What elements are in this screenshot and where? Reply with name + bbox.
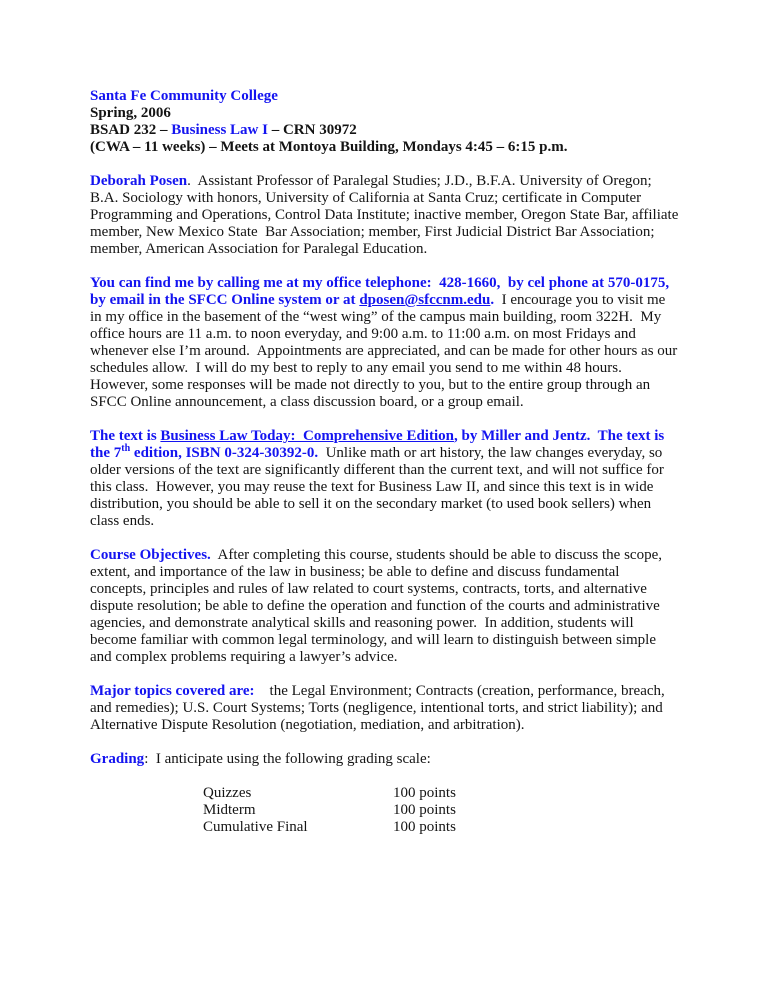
grading-row xyxy=(90,802,679,819)
course-title: Business Law I xyxy=(171,122,268,138)
term-line: Spring, 2006 xyxy=(90,105,171,121)
grading-lead: Grading xyxy=(90,751,145,767)
instructor-name: Deborah Posen xyxy=(90,173,188,189)
document-content xyxy=(90,88,683,836)
grading-body: : I anticipate using the following grading scale: xyxy=(144,751,431,767)
course-number: BSAD 232 – xyxy=(90,122,172,138)
grading-scale-table xyxy=(90,785,679,836)
textbook-title: Business Law Today: Comprehensive Edition xyxy=(160,428,454,444)
edition-superscript: th xyxy=(121,443,131,454)
instructor-bio: . Assistant Professor of Paralegal Studies; J.D., B.F.A. University of Oregon; B.A. Sociology with honors, University of California at Santa Cruz; certificate in Computer Programming and Operations, Control Data Institute; inactive member, Oregon State Bar, affiliate member, New Mexico State Bar Association; member, First Judicial District Bar Association; member, American Association for Paralegal Education. xyxy=(90,173,683,257)
grading-row xyxy=(90,819,679,836)
grading-item-label: Quizzes xyxy=(203,785,252,801)
topics-paragraph xyxy=(90,683,679,734)
textbook-body: Unlike math or art history, the law changes everyday, so older versions of the text are significantly different than the current text, and will not suffice for this class. However, you may reuse the text for Business Law II, and since this text is in wide distribution, you should be able to sell it on the secondary market (to used book sellers) when class ends. xyxy=(90,445,668,529)
topics-lead: Major topics covered are: xyxy=(90,683,255,699)
grading-item-label: Cumulative Final xyxy=(203,819,308,835)
grading-item-points: 100 points xyxy=(393,819,456,835)
contact-body: I encourage you to visit me in my office in the basement of the “west wing” of the campus main building, room 322H. My office hours are 11 a.m. to noon everyday, and 9:00 a.m. to 11:00 a.m. on most Fridays and whenever else I’m around. Appointments are appreciated, and can be made for other hours as our schedules allow. I will do my best to reply to any email you send to me within 48 hours. However, some responses will be made not directly to you, but to the entire group through an SFCC Online announcement, a class discussion board, or a group email. xyxy=(90,292,682,410)
objectives-lead: Course Objectives. xyxy=(90,547,211,563)
topics-body: the Legal Environment; Contracts (creation, performance, breach, and remedies); U.S. Court Systems; Torts (negligence, intentional torts, and strict liability); and Alternative Dispute Resolution (negotiation, mediation, and arbitration). xyxy=(90,683,669,733)
college-name: Santa Fe Community College xyxy=(90,88,278,104)
grading-item-points: 100 points xyxy=(393,785,456,801)
instructor-paragraph xyxy=(90,173,683,258)
textbook-isbn: edition, ISBN 0-324-30392-0. xyxy=(130,445,319,461)
textbook-lead: The text is xyxy=(90,428,161,444)
contact-after-email: . xyxy=(490,292,495,308)
grading-item-label: Midterm xyxy=(203,802,256,818)
email-link[interactable]: dposen@sfccnm.edu xyxy=(359,292,491,308)
meeting-info: (CWA – 11 weeks) – Meets at Montoya Building, Mondays 4:45 – 6:15 p.m. xyxy=(90,139,568,155)
contact-lead: You can find me by calling me at my office telephone: 428-1660, by cel phone at 570-0175, by email in the SFCC Online system or at xyxy=(90,275,673,308)
grading-item-points: 100 points xyxy=(393,802,456,818)
textbook-paragraph xyxy=(90,428,679,530)
objectives-paragraph xyxy=(90,547,679,666)
course-crn: – CRN 30972 xyxy=(267,122,357,138)
course-header xyxy=(90,88,679,156)
objectives-body: After completing this course, students should be able to discuss the scope, extent, and importance of the law in business; be able to define and discuss fundamental concepts, principles and rules of law related to court systems, contracts, torts, and alternative dispute resolution; be able to define the operation and function of the courts and administrative agencies, and demonstrate analytical skills and reasoning power. In addition, students will become familiar with common legal terminology, and will learn to distinguish between simple and complex problems requiring a lawyer’s advice. xyxy=(90,547,666,665)
grading-paragraph xyxy=(90,751,679,768)
grading-row xyxy=(90,785,679,802)
contact-paragraph xyxy=(90,275,682,411)
textbook-authors: , by Miller and Jentz. The text is the 7 xyxy=(90,428,669,461)
